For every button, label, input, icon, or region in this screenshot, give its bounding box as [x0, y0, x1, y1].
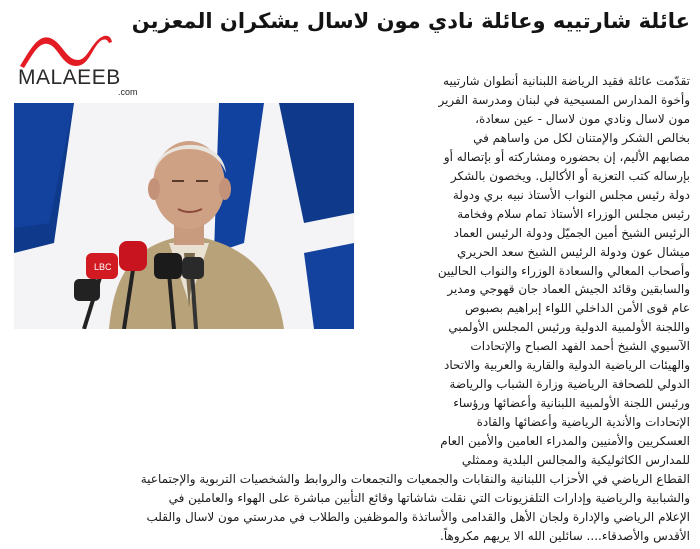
logo-suffix: .com [118, 87, 138, 97]
article-line: ميشال عون ودولة الرئيس الشيخ سعد الحريري [457, 244, 690, 259]
article-line: الآسيوي الشيخ أحمد الفهد الصباح والإتحادات [470, 339, 690, 354]
article-line: والهيئات الرياضية الدولية والقارية والعربية والاتحاد [444, 358, 690, 373]
article-line: الرئيس الشيخ أمين الجميّل ودولة الرئيس العماد [453, 225, 690, 240]
logo-wordmark: MALAEEB [18, 66, 121, 89]
article-line: والسابقين وقائد الجيش العماد جان قهوجي ومدير [447, 282, 690, 297]
article-line: وأخوة المدارس المسيحية في لبنان ومدرسة الفرير [438, 92, 690, 107]
mic-label: LBC [94, 262, 112, 272]
article-line: دولة رئيس مجلس النواب الأستاذ نبيه بري ودولة [452, 187, 690, 202]
article-line: تقدّمت عائلة فقيد الرياضة اللبنانية أنطوان شارتييه [443, 74, 690, 88]
article-line: مصابهم الأليم، إن بحضوره ومشاركته أو بإتصاله أو [443, 149, 690, 164]
article-line: مون لاسال ونادي مون لاسال - عين سعادة، [475, 111, 690, 126]
article-line: الدولي للصحافة الرياضية وزارة الشباب والرياضة [449, 377, 690, 392]
article-line: بخالص الشكر والإمتنان لكل من واساهم في [473, 130, 690, 145]
photo-spacer [12, 72, 374, 373]
article-line: الإعلام الرياضي والإدارة ولجان الأهل والقدامى والأساتذة والموظفين والطلاب في مدرستي مون لاسال والقلب [146, 509, 690, 524]
article-body [12, 72, 690, 546]
article-headline: عائلة شارتييه وعائلة نادي مون لاسال يشكران المعزين [131, 9, 690, 33]
logo-swoosh-icon [12, 30, 162, 70]
article-line: العسكريين والأمنيين والمدراء العامين والأمين العام [440, 434, 690, 449]
article-line: الأقدس والأصدقاء.... سائلين الله الا يريهم مكروهاً. [440, 528, 690, 543]
article-line: رئيس مجلس الوزراء الأستاذ تمام سلام وفخامة [457, 206, 690, 221]
article-line: ورئيس اللجنة الأولمبية اللبنانية وأعضائها ورؤساء [453, 396, 690, 411]
article-line: واللجنة الأولمبية الدولية ورئيس المجلس الأولمبي [448, 320, 690, 335]
article-line: الإتحادات والأندية الرياضية وأعضائها والقادة [476, 415, 690, 430]
article-line: القطاع الرياضي في الأحزاب اللبنانية والنقابات والجمعيات والتجمعات والروابط والشخصيات التربوية والإجتماعية [140, 472, 690, 487]
article-line: بإرساله كتب التعزية أو الأكاليل. ويخصون بالشكر [450, 168, 690, 183]
article-line: عام قوى الأمن الداخلي اللواء إبراهيم بصبوص [465, 301, 690, 316]
article-line: للمدارس الكاثوليكية والمجالس البلدية وممثلي [461, 453, 690, 468]
article-line: وأصحاب المعالي والسعادة الوزراء والنواب الحاليين [437, 263, 690, 278]
article-line: والشبابية والرياضية وإدارات التلفزيونات التي نقلت شاشاتها وقائع التأبين مباشرة على الهواء والعاملين في [168, 490, 690, 505]
